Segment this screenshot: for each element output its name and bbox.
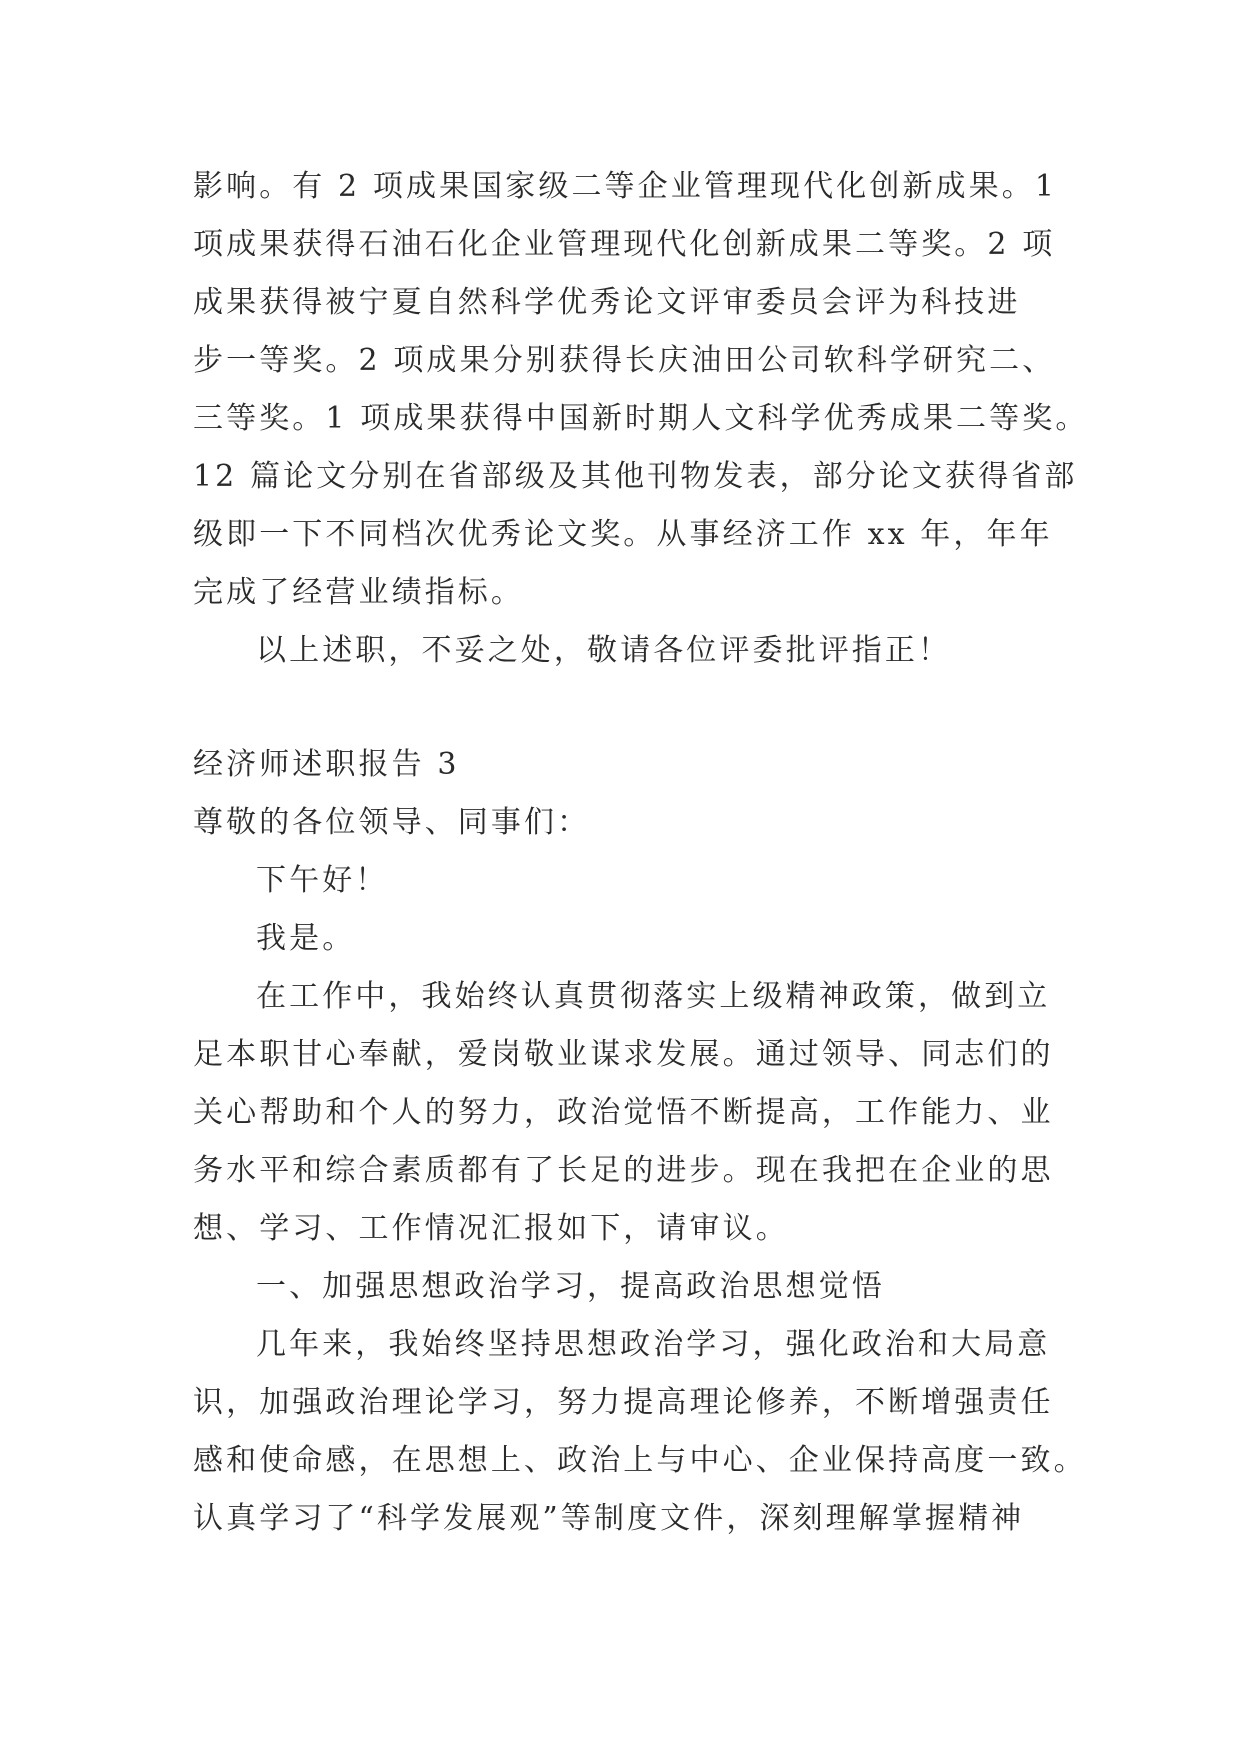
body-text-line: 三等奖。1 项成果获得中国新时期人文科学优秀成果二等奖。 <box>193 401 1089 436</box>
section-title: 经济师述职报告 3 <box>193 747 460 782</box>
body-text-line: 项成果获得石油石化企业管理现代化创新成果二等奖。2 项 <box>193 227 1056 262</box>
paragraph-line: 务水平和综合素质都有了长足的进步。现在我把在企业的思 <box>193 1153 1054 1188</box>
paragraph-line: 在工作中，我始终认真贯彻落实上级精神政策，做到立 <box>256 979 1051 1014</box>
body-text-line: 完成了经营业绩指标。 <box>193 575 524 610</box>
salutation: 尊敬的各位领导、同事们： <box>193 805 591 840</box>
paragraph-line: 足本职甘心奉献，爱岗敬业谋求发展。通过领导、同志们的 <box>193 1037 1054 1072</box>
body-text-line: 影响。有 2 项成果国家级二等企业管理现代化创新成果。1 <box>193 169 1058 204</box>
section-heading: 一、加强思想政治学习，提高政治思想觉悟 <box>256 1269 885 1304</box>
paragraph-line: 几年来，我始终坚持思想政治学习，强化政治和大局意 <box>256 1327 1051 1362</box>
paragraph-line: 关心帮助和个人的努力，政治觉悟不断提高，工作能力、业 <box>193 1095 1054 1130</box>
body-text-line: 成果获得被宁夏自然科学优秀论文评审委员会评为科技进 <box>193 285 1021 320</box>
body-text-line: 12 篇论文分别在省部级及其他刊物发表，部分论文获得省部 <box>193 459 1078 494</box>
body-text-line: 步一等奖。2 项成果分别获得长庆油田公司软科学研究二、 <box>193 343 1056 378</box>
paragraph-line: 感和使命感，在思想上、政治上与中心、企业保持高度一致。 <box>193 1443 1087 1478</box>
self-introduction: 我是。 <box>256 921 356 956</box>
paragraph-line: 认真学习了“科学发展观”等制度文件，深刻理解掌握精神 <box>193 1501 1025 1536</box>
greeting: 下午好！ <box>256 863 389 898</box>
paragraph-line: 识，加强政治理论学习，努力提高理论修养，不断增强责任 <box>193 1385 1054 1420</box>
paragraph-line: 想、学习、工作情况汇报如下，请审议。 <box>193 1211 789 1246</box>
closing-remark: 以上述职，不妥之处，敬请各位评委批评指正！ <box>256 633 952 668</box>
body-text-line: 级即一下不同档次优秀论文奖。从事经济工作 xx 年，年年 <box>193 517 1053 552</box>
